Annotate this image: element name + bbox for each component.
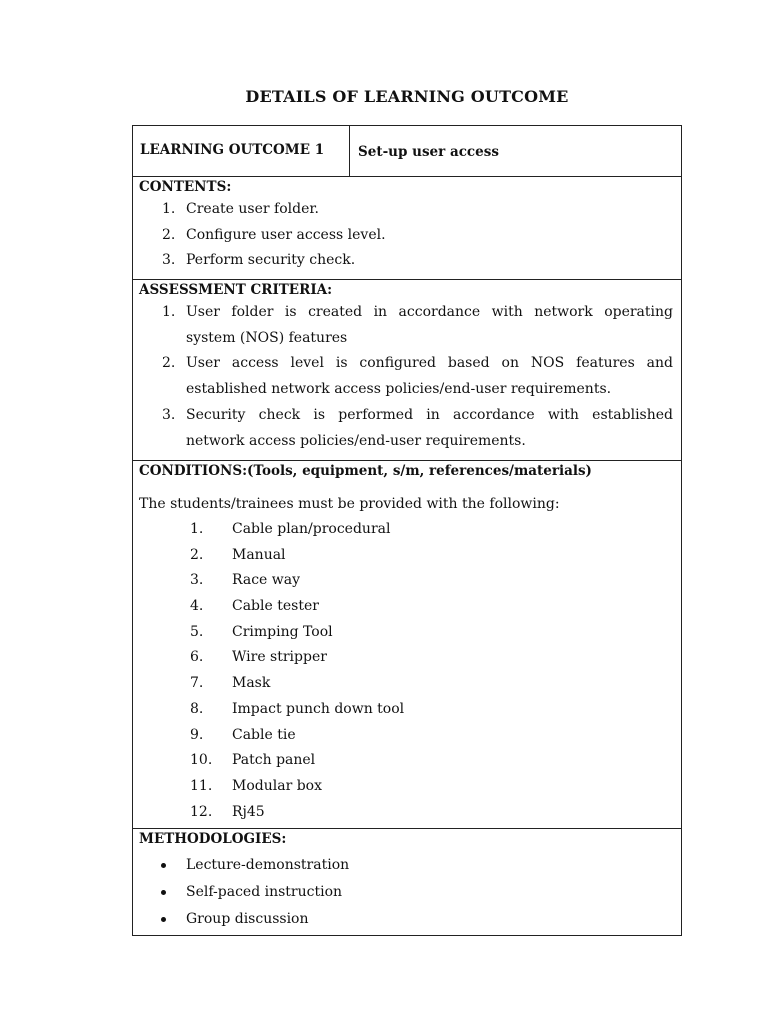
conditions-heading: CONDITIONS:(Tools, equipment, s/m, references/materials)	[139, 463, 592, 479]
bullet-icon	[161, 863, 166, 868]
methodologies-heading: METHODOLOGIES:	[139, 831, 287, 847]
bullet-icon	[161, 890, 166, 895]
assessment-heading: ASSESSMENT CRITERIA:	[139, 282, 333, 298]
learning-outcome-label: LEARNING OUTCOME 1	[133, 126, 350, 176]
learning-outcome-table	[132, 125, 682, 936]
list-item: 11. Modular box	[190, 777, 322, 794]
list-item: 2. Configure user access level.	[162, 226, 386, 243]
methodologies-section	[133, 828, 681, 935]
list-item: Lecture-demonstration	[133, 852, 681, 879]
list-item: Self-paced instruction	[133, 879, 681, 906]
page-title: DETAILS OF LEARNING OUTCOME	[245, 87, 569, 106]
list-item: 3. Race way	[190, 572, 301, 589]
list-item: 4. Cable tester	[190, 598, 319, 615]
assessment-section	[133, 279, 681, 460]
equipment-list	[133, 517, 681, 825]
list-item: 1. Cable plan/procedural	[190, 521, 391, 537]
list-item: 3. Security check is performed in accordance with established network access policies/end-user requirements.	[162, 406, 673, 449]
list-item: 8. Impact punch down tool	[190, 700, 405, 717]
bullet-icon	[161, 917, 166, 922]
contents-list	[133, 197, 681, 274]
list-item: 1. User folder is created in accordance with network operating system (NOS) features	[162, 304, 673, 346]
list-item: 5. Crimping Tool	[190, 623, 333, 640]
conditions-intro: The students/trainees must be provided with the following:	[139, 496, 560, 512]
list-item: 12. Rj45	[190, 803, 265, 820]
list-item: 7. Mask	[190, 675, 271, 692]
list-item: 10. Patch panel	[190, 752, 316, 769]
list-item: 3. Perform security check.	[162, 252, 356, 269]
assessment-list	[133, 300, 681, 454]
learning-outcome-row	[133, 126, 681, 176]
contents-section	[133, 176, 681, 279]
contents-heading: CONTENTS:	[139, 179, 232, 195]
list-item: Group discussion	[133, 906, 681, 933]
list-item: 6. Wire stripper	[190, 649, 327, 666]
learning-outcome-value: Set-up user access	[358, 144, 499, 160]
conditions-section	[133, 460, 681, 828]
list-item: 9. Cable tie	[190, 726, 296, 743]
methodologies-list	[133, 852, 681, 933]
list-item: 1. Create user folder.	[162, 201, 319, 217]
list-item: 2. User access level is configured based on NOS features and established network access policies/end-user requirements.	[162, 355, 673, 398]
list-item: 2. Manual	[190, 546, 286, 563]
